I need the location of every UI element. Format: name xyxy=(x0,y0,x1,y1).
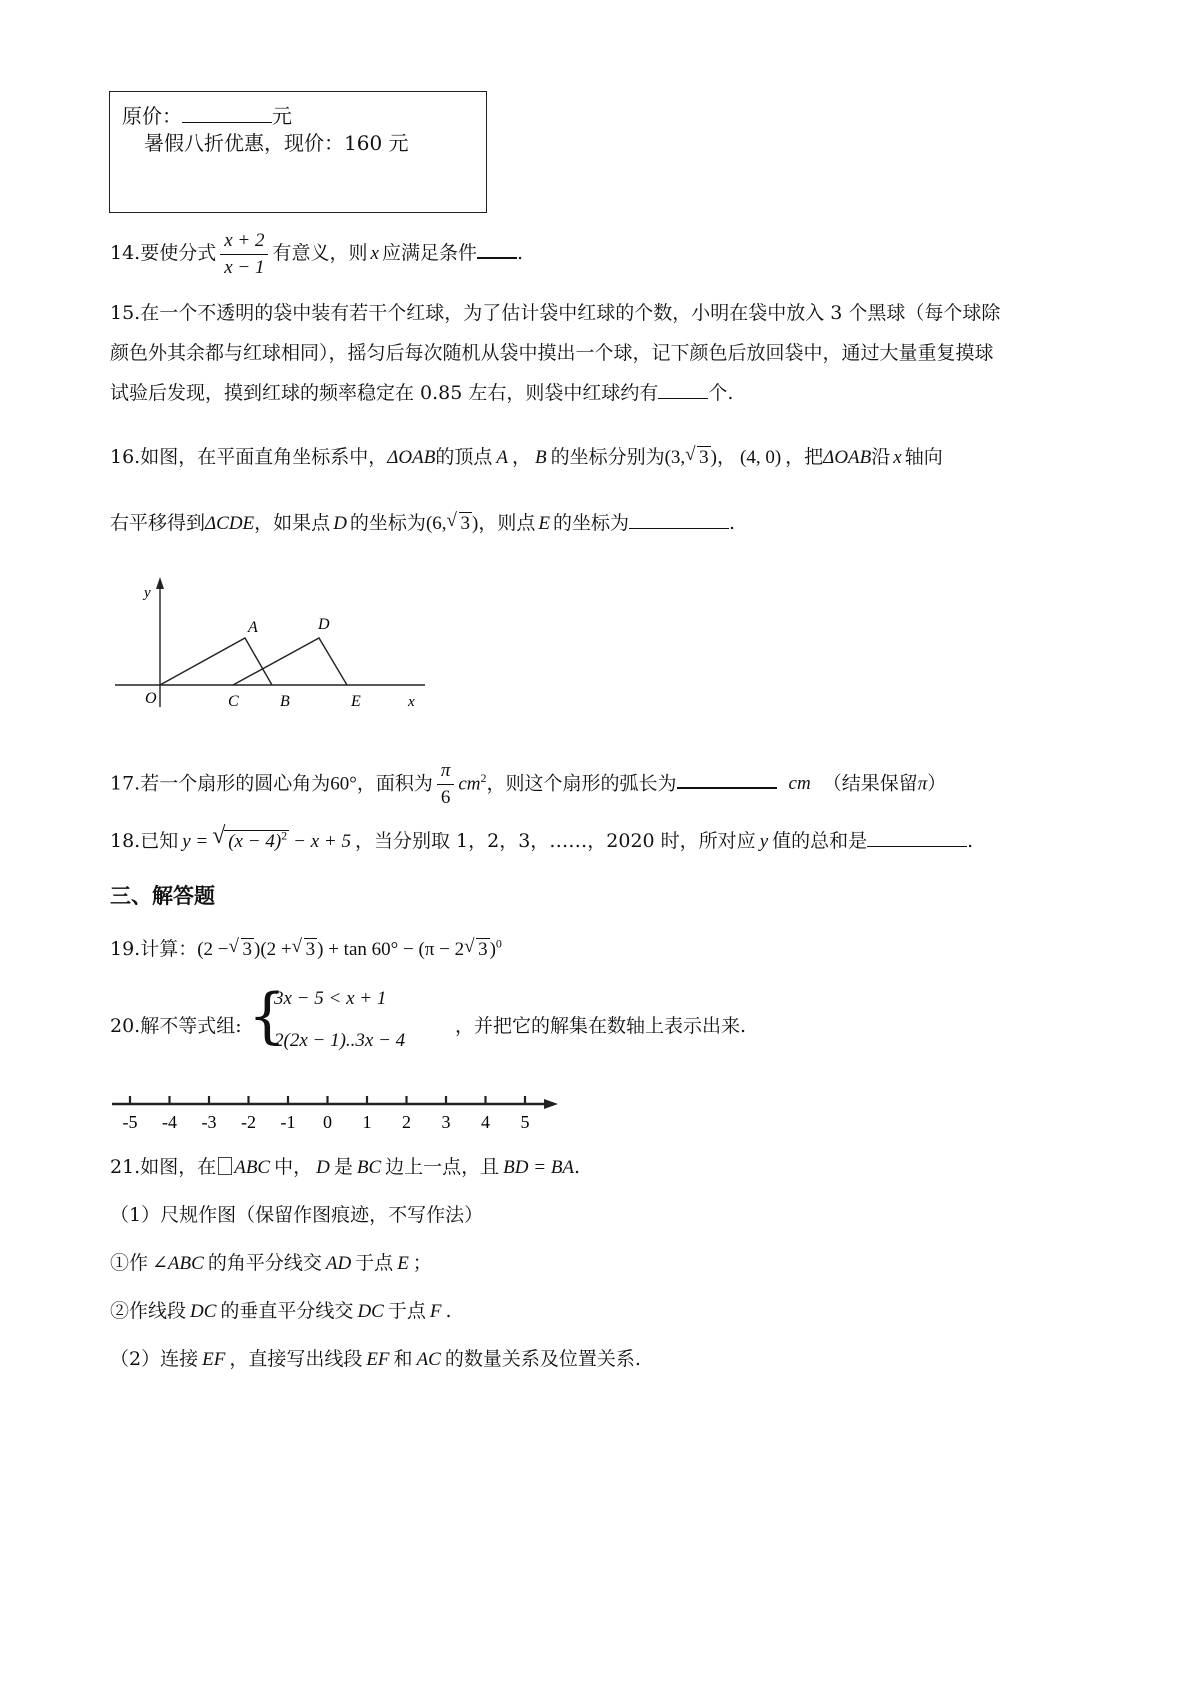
q21-triangle: ABC xyxy=(234,1157,271,1178)
discount-line: 暑假八折优惠，现价：160 元 xyxy=(144,131,409,155)
q16-text-a: 16.如图，在平面直角坐标系中， xyxy=(110,446,388,468)
q21-step2-d: . xyxy=(445,1300,452,1322)
question-15-line-1: 15.在一个不透明的袋中装有若干个红球，为了估计袋中红球的个数，小明在袋中放入 3 个黑球（每个球除 xyxy=(110,302,1001,324)
q16-l2-text-d: ，则点 xyxy=(478,512,536,534)
q21-segment-ef-2: EF xyxy=(366,1349,390,1370)
q19-part-2: )(2 + xyxy=(254,939,292,960)
q21-text-b: 中， xyxy=(274,1156,313,1178)
number-line-tick-label: 4 xyxy=(481,1112,490,1132)
q16-text-d: 的坐标分别为 xyxy=(550,446,665,468)
question-21-step-2 xyxy=(110,1296,452,1323)
q19-sqrt-3: √ 3 xyxy=(464,936,488,960)
q17-prefix: 17.若一个扇形的圆心角为 xyxy=(110,772,331,795)
q15-line3-text: 试验后发现，摸到红球的频率稳定在 0.85 左右，则袋中红球约有 xyxy=(110,382,659,404)
q16-coordinate-figure xyxy=(110,575,440,715)
q16-l2-text-e: 的坐标为 xyxy=(552,512,629,534)
question-14 xyxy=(110,224,523,282)
q21-part2-a: （2）连接 xyxy=(110,1348,199,1370)
q17-after: ，则这个扇形的弧长为 xyxy=(486,772,677,795)
q16-triangle-oab: ΔOAB xyxy=(387,447,436,468)
q18-answer-blank xyxy=(867,828,967,847)
q16-sqrt3-a-radicand: 3 xyxy=(699,447,709,468)
q19-part-4: ) xyxy=(489,939,496,960)
q16-l2-text-c: 的坐标为 xyxy=(349,512,426,534)
label-e: E xyxy=(351,693,361,710)
q16-l2-end: . xyxy=(728,512,736,534)
q16-text-g: 沿 xyxy=(871,446,891,468)
q14-numerator: x + 2 xyxy=(220,230,268,255)
q16-triangle-cde: ΔCDE xyxy=(205,513,255,534)
number-line-tick-label: -3 xyxy=(201,1112,217,1132)
original-price-blank xyxy=(182,104,272,123)
triangle-cde xyxy=(233,638,347,685)
q21-step2-a: ②作线段 xyxy=(110,1300,187,1322)
q19-radicand-1: 3 xyxy=(242,939,253,960)
q18-mid: ，当分别取 1，2，3，……，2020 时，所对应 xyxy=(354,830,756,852)
q16-answer-blank xyxy=(629,510,729,529)
inequality-1: 3x − 5 < x + 1 xyxy=(274,988,387,1009)
q14-var: x xyxy=(370,243,379,264)
question-21-line-1 xyxy=(110,1152,580,1179)
q16-point-d: D xyxy=(333,513,347,534)
number-line-tick-label: 0 xyxy=(323,1112,332,1132)
price-unit: 元 xyxy=(272,104,292,128)
q17-answer-blank xyxy=(677,769,777,789)
q21-text-c: 是 xyxy=(333,1156,353,1178)
original-price-label: 原价： xyxy=(122,104,182,128)
y-axis-arrow-icon xyxy=(156,577,164,589)
number-line-tick-label: -4 xyxy=(162,1112,177,1132)
q21-end: . xyxy=(574,1156,581,1178)
q14-middle: 有意义，则 xyxy=(272,242,368,264)
q21-text-d: 边上一点，且 xyxy=(385,1156,500,1178)
q21-point-d: D xyxy=(316,1157,330,1178)
q18-y-var: y xyxy=(759,831,769,852)
question-21-part-1: （1）尺规作图（保留作图痕迹，不写作法） xyxy=(110,1204,484,1226)
q19-radicand-2: 3 xyxy=(305,939,316,960)
number-line-arrow-icon xyxy=(544,1099,558,1109)
q16-triangle-oab-2: ΔOAB xyxy=(823,447,872,468)
q21-step2-c: 于点 xyxy=(387,1300,426,1322)
number-line-tick-label: 1 xyxy=(362,1112,372,1132)
q17-numerator: π xyxy=(437,760,455,785)
q16-coord-d-open: (6, xyxy=(425,513,447,534)
q16-l2-text-b: ，如果点 xyxy=(254,512,331,534)
q15-line3-end: 个. xyxy=(708,382,734,404)
question-16-line-2 xyxy=(110,508,735,535)
q14-answer-blank xyxy=(477,239,517,259)
q17-unit-exponent: 2 xyxy=(480,771,487,785)
system-brace: { xyxy=(248,981,287,1051)
q16-sqrt3-d-radicand: 3 xyxy=(460,513,471,534)
number-line-tick-label: 3 xyxy=(441,1112,451,1132)
q16-sqrt3-a: √ 3 xyxy=(685,444,709,468)
q16-point-e: E xyxy=(538,513,550,534)
q21-step1-c: 于点 xyxy=(355,1252,394,1274)
q19-exponent: 0 xyxy=(495,936,502,951)
question-20-prefix: 20.解不等式组: xyxy=(110,1015,242,1037)
q21-segment-dc-2: DC xyxy=(357,1301,384,1322)
q16-sqrt3-d: √ 3 xyxy=(446,510,471,534)
question-15-line-2: 颜色外其余都与红球相同），摇匀后每次随机从袋中摸出一个球，记下颜色后放回袋中，通过大量重复摸球 xyxy=(110,342,994,364)
q14-fraction xyxy=(220,230,268,279)
q21-step1-b: 的角平分线交 xyxy=(207,1252,322,1274)
triangle-oab xyxy=(160,638,272,685)
q14-suffix: 应满足条件 xyxy=(381,242,477,264)
q21-part2-d: 的数量关系及位置关系. xyxy=(444,1348,641,1370)
q21-text-a: 21.如图，在 xyxy=(110,1156,217,1178)
q18-lhs: y = xyxy=(182,831,209,852)
q16-text-e: ， xyxy=(716,446,736,468)
q19-radicand-3: 3 xyxy=(478,939,488,960)
triangle-symbol-icon xyxy=(218,1157,232,1175)
question-21-part-2 xyxy=(110,1344,641,1371)
q16-text-h: 轴向 xyxy=(904,446,943,468)
q19-part-3: ) + tan 60° − (π − 2 xyxy=(317,939,465,960)
q18-sqrt: √ $(x - 4)^2$ xyxy=(212,822,288,852)
q19-part-1: (2 − xyxy=(197,939,229,960)
number-line xyxy=(108,1090,568,1140)
q21-segment-ac: AC xyxy=(416,1349,441,1370)
q16-text-b: 的顶点 xyxy=(435,446,493,468)
q18-after: 值的总和是 xyxy=(772,830,868,852)
section-title-answer-questions: 三、解答题 xyxy=(110,883,215,908)
q17-note: （结果保留 xyxy=(822,772,918,795)
q18-prefix: 18.已知 xyxy=(110,830,179,852)
q21-point-e: E xyxy=(397,1253,409,1274)
label-a: A xyxy=(248,619,258,636)
q21-part2-b: ，直接写出线段 xyxy=(229,1348,363,1370)
q16-coord-a-open: (3, xyxy=(664,447,686,468)
q21-step1-d: ； xyxy=(412,1252,432,1274)
q19-sqrt-1: √ 3 xyxy=(228,936,253,960)
number-line-tick-label: 5 xyxy=(520,1112,530,1132)
q17-unit: cm xyxy=(458,773,481,795)
q18-exponent: 2 xyxy=(281,828,288,843)
number-line-tick-label: -2 xyxy=(241,1112,256,1132)
label-o: O xyxy=(145,690,157,707)
q16-coord-a-close: ) xyxy=(710,447,717,468)
q16-coord-b: (4, 0) xyxy=(740,447,782,468)
q17-mid: ，面积为 xyxy=(356,772,433,795)
number-line-tick-label: 2 xyxy=(402,1112,411,1132)
q18-rest: − x + 5 xyxy=(293,831,351,852)
inequality-2: 2(2x − 1)..3x − 4 xyxy=(274,1030,406,1051)
label-x: x xyxy=(408,694,415,710)
q17-fraction xyxy=(437,760,455,809)
q17-denominator: 6 xyxy=(440,786,451,808)
q17-pi: π xyxy=(917,773,928,795)
q21-part2-c: 和 xyxy=(393,1348,413,1370)
question-18 xyxy=(110,822,974,853)
q18-end: . xyxy=(967,830,974,852)
q16-text-c: ， xyxy=(511,446,531,468)
q14-prefix: 14.要使分式 xyxy=(110,242,217,264)
q15-answer-blank xyxy=(658,380,708,399)
question-15-line-3 xyxy=(110,378,733,405)
q21-segment-ef: EF xyxy=(202,1349,226,1370)
q16-point-b: B xyxy=(534,447,547,468)
label-b: B xyxy=(280,693,290,710)
q17-angle: 60° xyxy=(330,773,357,795)
q21-point-f: F xyxy=(429,1301,442,1322)
number-line-tick-label: -5 xyxy=(122,1112,138,1132)
q21-segment-dc: DC xyxy=(190,1301,217,1322)
q16-coord-d-close: ) xyxy=(472,513,479,534)
label-d: D xyxy=(318,616,330,633)
q16-point-a: A xyxy=(496,447,508,468)
number-line-tick-label: -1 xyxy=(280,1112,296,1132)
q21-segment-bc: BC xyxy=(356,1157,382,1178)
q21-angle-abc: ∠ABC xyxy=(152,1253,204,1274)
q17-note-end: ） xyxy=(927,772,947,795)
label-c: C xyxy=(228,693,239,710)
question-19 xyxy=(110,934,502,961)
q14-denominator: x − 1 xyxy=(224,256,265,278)
q16-l2-text-a: 右平移得到 xyxy=(110,512,206,534)
q17-cm: cm xyxy=(788,773,811,795)
q21-step2-b: 的垂直平分线交 xyxy=(220,1300,354,1322)
q21-step1-a: ①作 xyxy=(110,1252,149,1274)
question-20-suffix: ，并把它的解集在数轴上表示出来. xyxy=(455,1015,747,1037)
label-y: y xyxy=(144,585,151,601)
price-notice-box xyxy=(109,91,487,213)
q16-text-f: ，把 xyxy=(785,446,824,468)
q16-x-var: x xyxy=(893,447,902,468)
question-21-step-1 xyxy=(110,1248,432,1275)
original-price-line xyxy=(122,100,292,129)
q19-sqrt-2: √ 3 xyxy=(291,936,316,960)
question-17 xyxy=(110,748,946,808)
q14-end: . xyxy=(516,242,523,264)
q21-equation: BD = BA xyxy=(503,1157,575,1178)
question-16-line-1 xyxy=(110,442,943,469)
q18-radicand: (x − 4) xyxy=(228,831,282,852)
q19-prefix: 19.计算： xyxy=(110,938,198,960)
q21-segment-ad: AD xyxy=(325,1253,352,1274)
